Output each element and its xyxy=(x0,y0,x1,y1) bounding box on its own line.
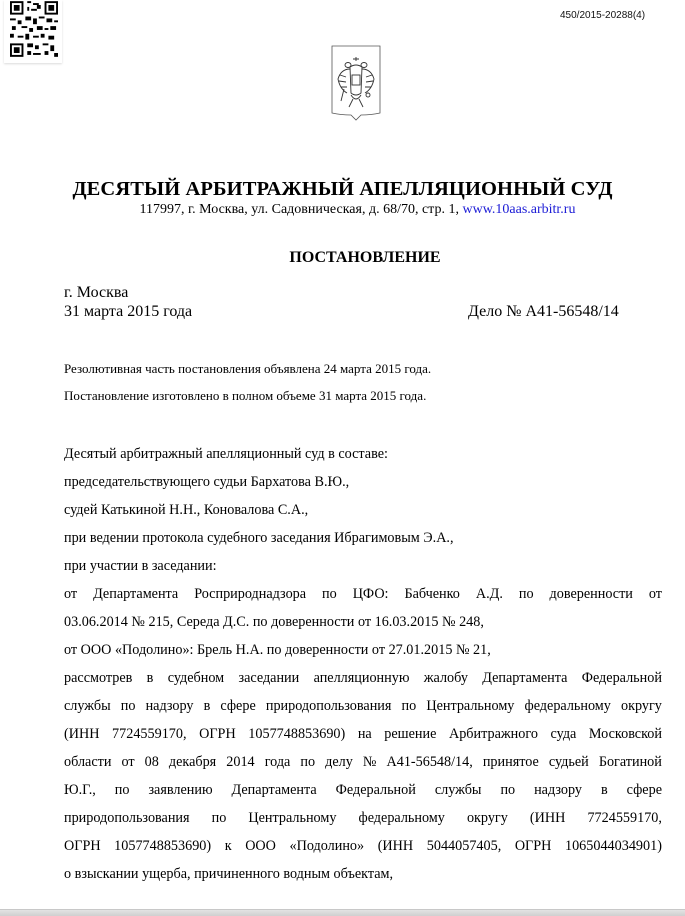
word: ЦФО: xyxy=(352,586,389,602)
word: по xyxy=(211,810,227,826)
word: Центральному xyxy=(426,698,515,714)
word: сфере xyxy=(220,698,256,714)
word: ОГРН xyxy=(64,838,101,854)
paragraph-line xyxy=(64,698,662,715)
word: по xyxy=(518,586,534,602)
word: 1057748853690) xyxy=(114,838,212,854)
word: 7724559170, xyxy=(112,726,187,742)
word: от xyxy=(64,586,78,602)
justified-text xyxy=(64,670,662,687)
double-headed-eagle-icon xyxy=(331,45,381,121)
word: ОГРН xyxy=(514,838,552,854)
word: в xyxy=(600,782,608,798)
word: 1057748853690) xyxy=(248,726,346,742)
word: по xyxy=(322,586,337,602)
word: Федеральной xyxy=(581,670,662,686)
word: к xyxy=(224,838,232,854)
word: 2014 xyxy=(226,754,255,770)
word: 5044057405, xyxy=(426,838,502,854)
word: № xyxy=(362,754,377,770)
paragraph-line xyxy=(64,726,662,743)
word: ООО xyxy=(245,838,276,854)
word: федеральному xyxy=(358,810,445,826)
justified-text xyxy=(64,698,662,715)
word: жалобу xyxy=(423,670,468,686)
word: Федеральной xyxy=(335,782,416,798)
word: декабря xyxy=(168,754,217,770)
word: доверенности xyxy=(549,586,633,602)
justified-text xyxy=(64,754,662,771)
word: надзору xyxy=(534,782,582,798)
court-address xyxy=(0,202,685,218)
word: 1065044034901) xyxy=(564,838,662,854)
word: заявлению xyxy=(148,782,213,798)
word: суда xyxy=(550,726,577,742)
word: принятое xyxy=(482,754,539,770)
word: округу xyxy=(620,698,662,714)
word: по xyxy=(120,698,136,714)
paragraph-line xyxy=(64,782,662,799)
body-line: Десятый арбитражный апелляционный суд в составе: xyxy=(64,446,388,462)
word: 7724559170, xyxy=(587,810,662,826)
word: в xyxy=(146,670,154,686)
word: (ИНН xyxy=(64,726,100,742)
word: федеральному xyxy=(524,698,611,714)
paragraph-line: о взыскании ущерба, причиненного водным объектам, xyxy=(64,866,394,882)
word: области xyxy=(64,754,112,770)
word: рассмотрев xyxy=(64,670,133,686)
body-line: судей Катькиной Н.Н., Коновалова С.А., xyxy=(64,502,309,518)
word: природопользования xyxy=(64,810,190,826)
qr-code xyxy=(4,0,62,63)
word: по xyxy=(114,782,130,798)
paragraph-line xyxy=(64,838,662,855)
justified-text xyxy=(64,782,662,799)
representative-line xyxy=(64,586,662,603)
word: службы xyxy=(64,698,111,714)
court-name: ДЕСЯТЫЙ АРБИТРАЖНЫЙ АПЕЛЛЯЦИОННЫЙ СУД xyxy=(72,178,613,200)
body-line: при ведении протокола судебного заседания Ибрагимовым Э.А., xyxy=(64,530,454,546)
justified-text xyxy=(64,838,662,855)
word: Росприроднадзора xyxy=(194,586,307,602)
word: судебном xyxy=(167,670,225,686)
word: природопользования xyxy=(265,698,392,714)
word: делу xyxy=(325,754,353,770)
word: судьей xyxy=(548,754,589,770)
document-city: г. Москва xyxy=(64,284,129,301)
word: надзору xyxy=(145,698,194,714)
document-title: ПОСТАНОВЛЕНИЕ xyxy=(289,249,441,266)
word: на xyxy=(357,726,372,742)
representative-line: от ООО «Подолино»: Брель Н.А. по доверенности от 27.01.2015 № 21, xyxy=(64,642,491,658)
word: Департамента xyxy=(93,586,179,602)
word: сфере xyxy=(626,782,662,798)
body-line: председательствующего судьи Бархатова В.Ю., xyxy=(64,474,350,490)
word: А41-56548/14, xyxy=(386,754,473,770)
coat-of-arms-emblem xyxy=(331,45,381,121)
word: по xyxy=(500,782,516,798)
word: «Подолино» xyxy=(289,838,365,854)
word: по xyxy=(401,698,417,714)
court-address-text: 117997, г. Москва, ул. Садовническая, д. 68/70, стр. 1, xyxy=(139,202,459,217)
case-number: Дело № А41-56548/14 xyxy=(468,303,619,320)
word: в xyxy=(203,698,211,714)
word: Центральному xyxy=(248,810,337,826)
word: по xyxy=(300,754,316,770)
word: Бабченко xyxy=(404,586,460,602)
word: года xyxy=(264,754,291,770)
word: (ИНН xyxy=(377,838,414,854)
justified-text xyxy=(64,586,662,603)
word: службы xyxy=(434,782,482,798)
word: ОГРН xyxy=(199,726,236,742)
word: А.Д. xyxy=(475,586,503,602)
word: Департамента xyxy=(482,670,568,686)
representative-line: 03.06.2014 № 215, Середа Д.С. по доверенности от 16.03.2015 № 248, xyxy=(64,614,484,630)
paragraph-line xyxy=(64,810,662,827)
word: Ю.Г., xyxy=(64,782,96,798)
word: Богатиной xyxy=(598,754,662,770)
word: (ИНН xyxy=(529,810,566,826)
word: от xyxy=(648,586,662,602)
paragraph-line xyxy=(64,754,662,771)
word: округу xyxy=(466,810,508,826)
full-text-made: Постановление изготовлено в полном объеме 31 марта 2015 года. xyxy=(64,388,427,403)
qr-code-icon xyxy=(10,0,58,58)
justified-text xyxy=(64,726,662,743)
justified-text xyxy=(64,810,662,827)
word: Арбитражного xyxy=(448,726,538,742)
document-code: 450/2015-20288(4) xyxy=(560,10,646,21)
word: от xyxy=(121,754,135,770)
body-line: при участии в заседании: xyxy=(64,558,217,574)
word: апелляционную xyxy=(313,670,410,686)
document-date: 31 марта 2015 года xyxy=(64,303,193,320)
word: Департамента xyxy=(231,782,317,798)
word: 08 xyxy=(144,754,159,770)
paragraph-line xyxy=(64,670,662,687)
resolution-announced: Резолютивная часть постановления объявлена 24 марта 2015 года. xyxy=(64,361,432,376)
word: решение xyxy=(384,726,437,742)
word: Московской xyxy=(588,726,662,742)
word: заседании xyxy=(238,670,300,686)
court-website-link[interactable]: www.10aas.arbitr.ru xyxy=(462,202,576,217)
